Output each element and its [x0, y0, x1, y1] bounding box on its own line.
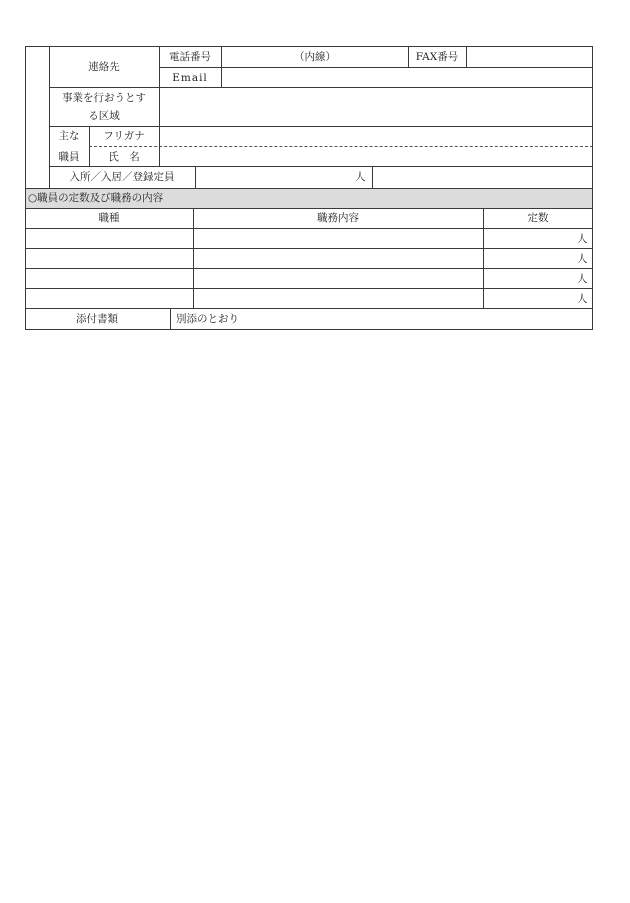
- rule: [408, 46, 409, 67]
- capacity-field[interactable]: [200, 170, 340, 184]
- rule: [372, 166, 373, 188]
- rule: [466, 46, 467, 67]
- rule: [25, 188, 593, 189]
- capacity-label: 入所／入居／登録定員: [69, 171, 175, 183]
- email-field[interactable]: [225, 71, 587, 85]
- section-title: ○職員の定数及び職務の内容: [28, 192, 164, 204]
- name-field[interactable]: [164, 150, 588, 164]
- headcount-unit: 人: [577, 273, 588, 285]
- capacity-unit: 人: [355, 171, 366, 183]
- rule: [25, 329, 593, 330]
- staff-label-line1: 主な: [58, 130, 80, 142]
- job-type-field[interactable]: [29, 232, 189, 246]
- tel-label: 電話番号: [169, 51, 211, 63]
- rule: [89, 126, 90, 166]
- column-header-duties: 職務内容: [317, 212, 359, 224]
- rule: [483, 208, 484, 309]
- tel-field[interactable]: [225, 50, 405, 64]
- column-header-job-type: 職種: [98, 212, 120, 224]
- job-type-field[interactable]: [29, 252, 189, 266]
- headcount-unit: 人: [577, 293, 588, 305]
- area-label-line1: 事業を行おうとす: [62, 92, 146, 104]
- rule: [592, 46, 593, 330]
- rule: [49, 87, 593, 88]
- rule: [25, 288, 593, 289]
- attachments-value: 別添のとおり: [176, 313, 239, 325]
- rule: [25, 248, 593, 249]
- area-field[interactable]: [164, 98, 588, 112]
- rule: [221, 46, 222, 87]
- rule: [25, 228, 593, 229]
- rule: [25, 208, 593, 209]
- headcount-unit: 人: [577, 233, 588, 245]
- duty-field[interactable]: [197, 292, 479, 306]
- job-type-field[interactable]: [29, 272, 189, 286]
- furigana-divider: [89, 146, 593, 147]
- rule: [193, 208, 194, 309]
- rule: [159, 46, 160, 166]
- fax-field[interactable]: [470, 50, 588, 64]
- rule: [49, 166, 593, 167]
- rule: [25, 46, 26, 330]
- rule: [25, 308, 593, 309]
- area-label-line2: る区域: [88, 110, 120, 122]
- rule: [195, 166, 196, 188]
- application-form: [25, 46, 593, 330]
- rule: [170, 308, 171, 329]
- rule: [49, 46, 50, 188]
- contact-label: 連絡先: [88, 61, 120, 73]
- extension-label: （内線）: [294, 51, 336, 63]
- name-label: 氏 名: [108, 151, 140, 163]
- rule: [25, 268, 593, 269]
- headcount-unit: 人: [577, 253, 588, 265]
- duty-field[interactable]: [197, 272, 479, 286]
- rule: [159, 67, 593, 68]
- rule: [25, 46, 593, 47]
- furigana-label: フリガナ: [103, 130, 145, 142]
- job-type-field[interactable]: [29, 292, 189, 306]
- email-label: Email: [172, 72, 208, 84]
- attachments-label: 添付書類: [76, 313, 118, 325]
- fax-label: FAX番号: [415, 51, 459, 63]
- duty-field[interactable]: [197, 232, 479, 246]
- column-header-headcount: 定数: [527, 212, 549, 224]
- rule: [49, 126, 593, 127]
- furigana-field[interactable]: [164, 129, 588, 143]
- duty-field[interactable]: [197, 252, 479, 266]
- staff-label-line2: 職員: [58, 151, 80, 163]
